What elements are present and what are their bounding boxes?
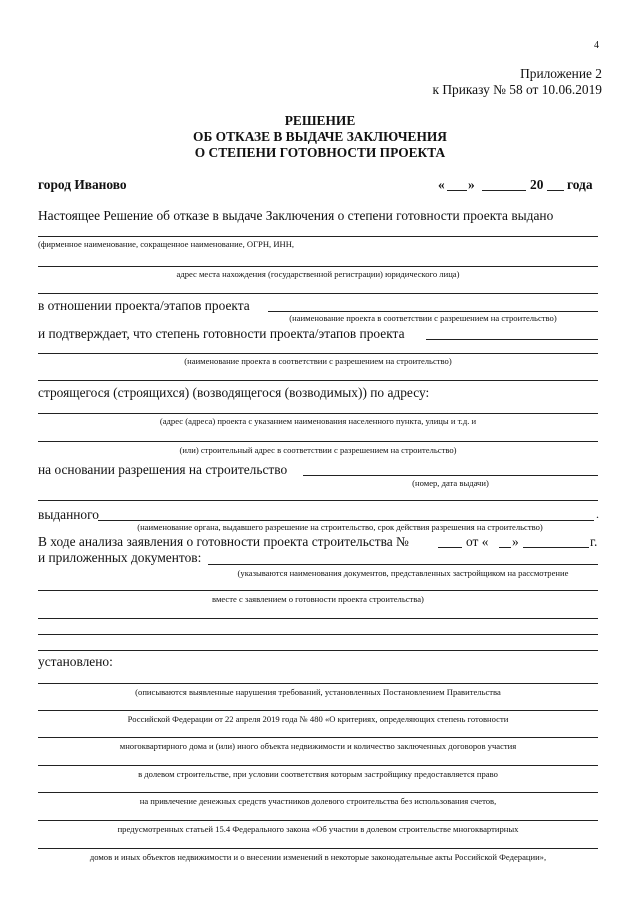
analysis-close-quote: » bbox=[512, 534, 519, 549]
violations-caption-7: домов и иных объектов недвижимости и о внесении изменений в некоторые законодательные акты Российской Федерации», bbox=[89, 852, 547, 862]
date-year-line bbox=[547, 190, 564, 191]
blank-line bbox=[38, 820, 598, 821]
application-day-line bbox=[499, 547, 511, 548]
issued-period: . bbox=[596, 507, 599, 521]
blank-line bbox=[38, 848, 598, 849]
caption-issuer: (наименование органа, выдавшего разрешение на строительство, срок действия разрешения на строительство) bbox=[137, 522, 543, 532]
page-number: 4 bbox=[594, 40, 599, 51]
project-label: в отношении проекта/этапов проекта bbox=[38, 298, 250, 313]
caption-project-permit-2: (наименование проекта в соответствии с разрешением на строительство) bbox=[184, 356, 452, 366]
issued-label: выданного bbox=[38, 507, 99, 522]
violations-caption-4: в долевом строительстве, при условии соответствия которым застройщику предоставляется право bbox=[138, 769, 498, 779]
analysis-year-g: г. bbox=[590, 534, 598, 549]
blank-line bbox=[38, 710, 598, 711]
blank-line bbox=[38, 792, 598, 793]
date-day-line bbox=[447, 190, 467, 191]
blank-line bbox=[38, 266, 598, 267]
blank-line bbox=[38, 293, 598, 294]
basis-line bbox=[303, 475, 598, 476]
caption-legal-address: адрес места нахождения (государственной регистрации) юридического лица) bbox=[176, 269, 460, 279]
blank-line bbox=[38, 737, 598, 738]
date-month-line bbox=[482, 190, 526, 191]
docs-label: и приложенных документов: bbox=[38, 550, 202, 565]
established-label: установлено: bbox=[38, 654, 113, 669]
violations-caption-1: (описываются выявленные нарушения требований, установленных Постановлением Правительства bbox=[135, 687, 501, 697]
application-month-line bbox=[523, 547, 589, 548]
blank-line bbox=[38, 590, 598, 591]
caption-address-1: (адрес (адреса) проекта с указанием наименования населенного пункта, улицы и т.д. и bbox=[159, 416, 477, 426]
basis-label: на основании разрешения на строительство bbox=[38, 462, 288, 477]
caption-docs-2: вместе с заявлением о готовности проекта строительства) bbox=[212, 594, 424, 604]
blank-line bbox=[38, 500, 598, 501]
caption-project-permit: (наименование проекта в соответствии с разрешением на строительство) bbox=[289, 313, 557, 323]
blank-line bbox=[38, 634, 598, 635]
date-year-prefix: 20 bbox=[530, 177, 544, 192]
appendix-line-1: Приложение 2 bbox=[520, 66, 602, 81]
blank-line bbox=[38, 236, 598, 237]
issued-line bbox=[98, 520, 594, 521]
application-number-line bbox=[438, 547, 462, 548]
appendix-line-2: к Приказу № 58 от 10.06.2019 bbox=[432, 82, 602, 97]
city-label: город Иваново bbox=[38, 177, 127, 192]
violations-caption-2: Российской Федерации от 22 апреля 2019 года № 480 «О критериях, определяющих степень готовности bbox=[127, 714, 509, 724]
caption-number-date: (номер, дата выдачи) bbox=[412, 478, 489, 488]
project-line bbox=[268, 311, 598, 312]
document-title-3: О СТЕПЕНИ ГОТОВНОСТИ ПРОЕКТА bbox=[194, 145, 446, 160]
document-title-1: РЕШЕНИЕ bbox=[284, 113, 356, 128]
blank-line bbox=[38, 683, 598, 684]
docs-line bbox=[208, 564, 598, 565]
intro-text: Настоящее Решение об отказе в выдаче Заключения о степени готовности проекта выдано bbox=[38, 208, 554, 223]
blank-line bbox=[38, 441, 598, 442]
violations-caption-6: предусмотренных статьей 15.4 Федерального закона «Об участии в долевом строительстве многоквартирных bbox=[117, 824, 519, 834]
blank-line bbox=[38, 353, 598, 354]
blank-line bbox=[38, 380, 598, 381]
date-year-suffix: года bbox=[567, 177, 593, 192]
blank-line bbox=[38, 413, 598, 414]
violations-caption-3: многоквартирного дома и (или) иного объекта недвижимости и количество заключенных договоров участия bbox=[119, 741, 517, 751]
caption-firm: (фирменное наименование, сокращенное наименование, ОГРН, ИНН, bbox=[38, 239, 295, 249]
document-title-2: ОБ ОТКАЗЕ В ВЫДАЧЕ ЗАКЛЮЧЕНИЯ bbox=[193, 129, 447, 144]
violations-caption-5: на привлечение денежных средств участников долевого строительства без использования счетов, bbox=[139, 796, 497, 806]
confirm-label: и подтверждает, что степень готовности проекта/этапов проекта bbox=[38, 326, 405, 341]
caption-docs-1: (указываются наименования документов, представленных застройщиком на рассмотрение bbox=[237, 568, 569, 578]
analysis-text: В ходе анализа заявления о готовности проекта строительства № bbox=[38, 534, 409, 549]
date-close-quote: » bbox=[468, 177, 475, 192]
caption-address-2: (или) строительный адрес в соответствии с разрешением на строительство) bbox=[179, 445, 457, 455]
blank-line bbox=[38, 765, 598, 766]
date-open-quote: « bbox=[438, 177, 445, 192]
confirm-line bbox=[426, 339, 598, 340]
analysis-from: от « bbox=[466, 534, 489, 549]
blank-line bbox=[38, 650, 598, 651]
address-label: строящегося (строящихся) (возводящегося (возводимых)) по адресу: bbox=[38, 385, 430, 400]
blank-line bbox=[38, 618, 598, 619]
